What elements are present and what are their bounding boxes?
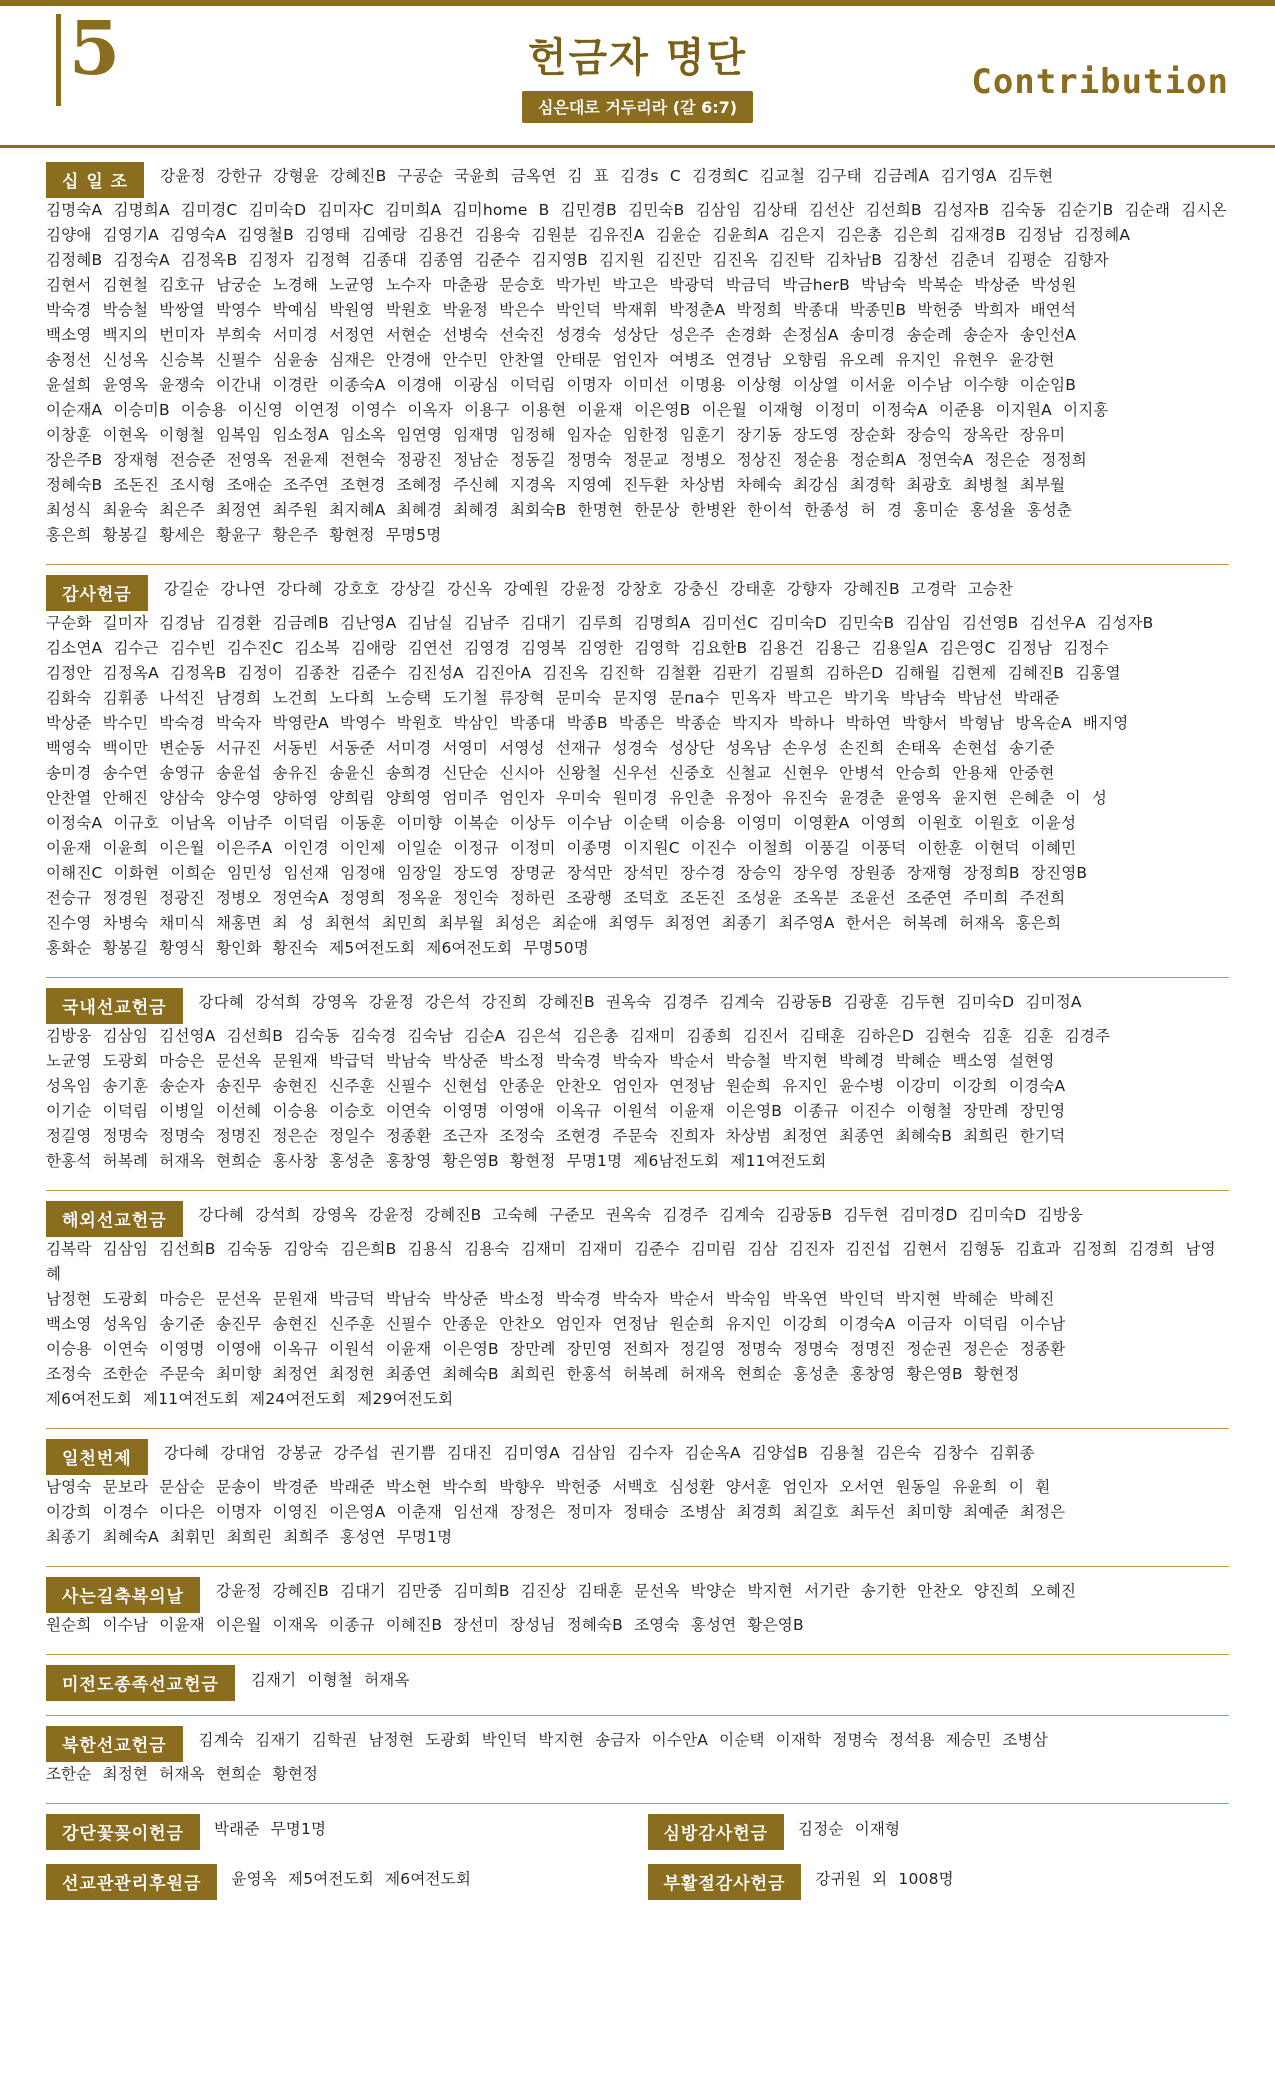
names-line: 강길순 강나연 강다혜 강호호 강상길 강신옥 강예원 강윤정 강창호 강충신 강태훈 강향자 강혜진B 고경락 고승찬 bbox=[163, 580, 1014, 598]
names-line: 박상준 박수민 박숙경 박숙자 박영란A 박영수 박원호 박삼인 박종대 박종B 박종은 박종순 박지자 박하나 박하연 박향서 박형남 방옥순A 배지영 bbox=[46, 714, 1129, 732]
names-line: 윤영옥 제5여전도회 제6여전도회 bbox=[231, 1870, 472, 1888]
names-line: 강다혜 강대엄 강봉균 강주섭 권기쁨 김대진 김미영A 김삼임 김수자 김순옥A 김양섭B 김용철 김은숙 김창수 김휘종 bbox=[163, 1444, 1035, 1462]
names-line: 김복락 김삼임 김선희B 김숙동 김앙숙 김은희B 김용식 김용숙 김재미 김재미 김준수 김미림 김삼 김진자 김진섭 김현서 김형동 김효과 김정희 김경희 남영혜 bbox=[46, 1240, 1216, 1283]
names-line: 이창훈 이현옥 이형철 임복임 임소정A 임소옥 임연영 임재명 임정해 임자순 임한정 임훈기 장기동 장도영 장순화 장승익 장옥란 장유미 bbox=[46, 426, 1066, 444]
names-line: 송미경 송수연 송영규 송윤섭 송유진 송윤신 송희경 신단순 신시아 신왕철 신우선 신중호 신철교 신현우 안병석 안승희 안용채 안중현 bbox=[46, 764, 1055, 782]
names-line: 홍은희 황봉길 황세은 황윤구 황은주 황현정 무명5명 bbox=[46, 526, 442, 544]
section-unreached-mission bbox=[46, 1665, 1229, 1701]
names-line: 이승용 이연숙 이영명 이영애 이옥규 이원석 이윤재 이은영B 장만례 장민영 전희자 정길영 정명숙 정명숙 정명진 정순권 정은순 정종환 bbox=[46, 1340, 1066, 1358]
names-line: 윤설희 윤영옥 윤쟁숙 이간내 이경란 이종숙A 이경애 이광심 이덕림 이명자 이미선 이명용 이상형 이상열 이서윤 이수남 이수향 이순임B bbox=[46, 376, 1077, 394]
divider bbox=[46, 564, 1229, 565]
names-line: 이윤재 이윤희 이은월 이은주A 이인경 이인제 이일순 이정규 이정미 이종명 이지원C 이진수 이철희 이풍길 이풍덕 이한훈 이현덕 이혜민 bbox=[46, 839, 1077, 857]
names-line: 한홍석 허복례 허재옥 현희순 홍사창 홍성춘 홍창영 황은영B 황현정 무명1명 제6남전도회 제11여전도회 bbox=[46, 1152, 827, 1170]
names-line: 노균영 도광회 마승은 문선옥 문원재 박급덕 박남숙 박상준 박소정 박숙경 박숙자 박순서 박승철 박지현 박혜경 박혜순 백소영 설현영 bbox=[46, 1052, 1055, 1070]
section-heading-mission-office-support: 선교관관리후원금 bbox=[46, 1864, 217, 1900]
section-mission-office-support bbox=[46, 1864, 628, 1900]
names-line: 김현서 김현철 김호규 남궁순 노경해 노균영 노수자 마춘광 문승호 박가빈 박고은 박광덕 박금덕 박금herB 박남숙 박복순 박상준 박성원 bbox=[46, 276, 1077, 294]
names-line: 남정현 도광회 마승은 문선옥 문원재 박금덕 박남숙 박상준 박소정 박숙경 박숙자 박순서 박숙임 박옥연 박인덕 박지현 박혜순 박혜진 bbox=[46, 1290, 1055, 1308]
names-line: 조한순 최정현 허재옥 현희순 황현정 bbox=[46, 1765, 319, 1783]
content-area bbox=[0, 148, 1275, 1954]
divider bbox=[46, 1428, 1229, 1429]
names-line: 최종기 최혜숙A 최휘민 최희린 최희주 홍성연 무명1명 bbox=[46, 1528, 453, 1546]
section-heading-tithe: 십 일 조 bbox=[46, 162, 144, 198]
divider bbox=[46, 1566, 1229, 1567]
names-line: 이강희 이경수 이다은 이명자 이영진 이은영A 이춘재 임선재 장정은 정미자 정태승 조병삼 최경희 최길호 최두선 최미향 최예준 최정은 bbox=[46, 1503, 1066, 1521]
section-heading-pulpit-flower: 강단꽃꽂이헌금 bbox=[46, 1814, 200, 1850]
section-thousand-firstline bbox=[46, 1439, 1229, 1475]
names-line: 송정선 신성옥 신승복 신필수 심윤송 심재은 안경애 안수민 안찬열 안태문 엄인자 여병조 연경남 오향림 유오례 유지인 유현우 윤강현 bbox=[46, 351, 1055, 369]
names-line: 강윤정 강한규 강형윤 강혜진B 구공순 국윤희 금옥연 김 표 김경s C 김경희C 김교철 김구태 김금례A 김기영A 김두현 bbox=[160, 167, 1054, 185]
section-visitation-thanks bbox=[648, 1814, 1230, 1850]
section-domestic-mission bbox=[46, 988, 1229, 1174]
section-north-korea-mission bbox=[46, 1726, 1229, 1787]
names-line: 박래준 무명1명 bbox=[213, 1820, 327, 1838]
names-line: 이순재A 이승미B 이승용 이신영 이연정 이영수 이옥자 이용구 이용현 이윤재 이은영B 이은월 이재형 이정미 이정숙A 이준용 이지원A 이지홍 bbox=[46, 401, 1109, 419]
names-line: 김소연A 김수근 김수빈 김수진C 김소복 김애랑 김연선 김영경 김영복 김영한 김영학 김요한B 김용건 김용근 김용일A 김은영C 김정남 김정수 bbox=[46, 639, 1109, 657]
dual-row-office-easter bbox=[46, 1864, 1229, 1900]
names-line: 김정혜B 김정숙A 김정옥B 김정자 김정혁 김종대 김종염 김준수 김지영B 김지원 김진만 김진옥 김진탁 김차남B 김창선 김춘녀 김평순 김향자 bbox=[46, 251, 1109, 269]
page-title-english: Contribution bbox=[971, 62, 1229, 102]
page-number: 5 bbox=[68, 6, 121, 92]
section-blessed-road bbox=[46, 1577, 1229, 1638]
section-heading-visitation-thanks: 심방감사헌금 bbox=[648, 1814, 785, 1850]
names-line: 백소영 성옥임 송기준 송진무 송현진 신주훈 신필수 안종운 안찬오 엄인자 연정남 원순희 유지인 이강희 이경숙A 이금자 이덕림 이수남 bbox=[46, 1315, 1066, 1333]
section-pulpit-flower bbox=[46, 1814, 628, 1850]
names-line: 김화숙 김휘종 나석진 남경희 노건희 노다희 노승택 도기철 류장혁 문미숙 문지영 문па수 민옥자 박고은 박기욱 박남숙 박남선 박래준 bbox=[46, 689, 1060, 707]
names-line: 정혜숙B 조돈진 조시형 조애순 조주연 조현경 조혜정 주신혜 지경옥 지영예 진두환 차상범 차혜숙 최강심 최경학 최광호 최병철 최부월 bbox=[46, 476, 1066, 494]
divider bbox=[46, 1803, 1229, 1804]
names-line: 강귀원 외 1008명 bbox=[815, 1870, 954, 1888]
section-heading-blessed-road: 사는길축복의날 bbox=[46, 1577, 200, 1613]
names-line: 이해진C 이화현 이희순 임민성 임선재 임정애 임장일 장도영 장명균 장석만 장석민 장수경 장승익 장우영 장원종 장재형 장정희B 장진영B bbox=[46, 864, 1088, 882]
names-line: 장은주B 장재형 전승준 전영옥 전윤제 전현숙 정광진 정남순 정동길 정명숙 정문교 정병오 정상진 정순용 정순희A 정연숙A 정은순 정정희 bbox=[46, 451, 1087, 469]
names-line: 제6여전도회 제11여전도회 제24여전도회 제29여전도회 bbox=[46, 1390, 454, 1408]
section-heading-thanks: 감사헌금 bbox=[46, 575, 148, 611]
section-heading-thousand-times: 일천번제 bbox=[46, 1439, 148, 1475]
section-heading-easter-thanks: 부활절감사헌금 bbox=[648, 1864, 802, 1900]
section-thanks-firstline bbox=[46, 575, 1229, 611]
names-line: 조정숙 조한순 주문숙 최미향 최정연 최정현 최종연 최혜숙B 최희린 한홍석 허복례 허재옥 현희순 홍성춘 홍창영 황은영B 황현정 bbox=[46, 1365, 1020, 1383]
names-line: 김계숙 김재기 김학권 남정현 도광회 박인덕 박지현 송금자 이수안A 이순택 이재학 정명숙 정석용 제승민 조병삼 bbox=[198, 1731, 1048, 1749]
page-header bbox=[0, 0, 1275, 148]
section-overseas-mission bbox=[46, 1201, 1229, 1412]
page-title: 헌금자 명단 bbox=[527, 35, 748, 81]
names-line: 최성식 최윤숙 최은주 최정연 최주원 최지혜A 최혜경 최혜경 최회숙B 한명현 한문상 한병완 한이석 한종성 허 경 홍미순 홍성율 홍성춘 bbox=[46, 501, 1073, 519]
divider bbox=[46, 1190, 1229, 1191]
section-overseas-firstline bbox=[46, 1201, 1229, 1237]
section-heading-domestic-mission: 국내선교헌금 bbox=[46, 988, 183, 1024]
names-line: 김재기 이형철 허재옥 bbox=[250, 1671, 410, 1689]
page-subtitle: 심은대로 거두리라 (갈 6:7) bbox=[522, 91, 753, 123]
names-line: 강다혜 강석희 강영옥 강윤정 강은석 강진희 강혜진B 권옥숙 김경주 김계숙 김광동B 김광훈 김두현 김미숙D 김미정A bbox=[198, 993, 1082, 1011]
divider bbox=[46, 977, 1229, 978]
dual-row-flower-visitation bbox=[46, 1814, 1229, 1850]
header-top-rule bbox=[0, 0, 1275, 6]
names-line: 김명숙A 김명희A 김미경C 김미숙D 김미자C 김미희A 김미home B 김민경B 김민숙B 김삼임 김상태 김선산 김선희B 김성자B 김숙동 김순기B 김순래 김시온 bbox=[46, 201, 1227, 219]
section-thousand-times bbox=[46, 1439, 1229, 1550]
section-thanks bbox=[46, 575, 1229, 961]
names-line: 안찬열 안해진 양삼숙 양수영 양하영 양희림 양희영 엄미주 엄인자 우미숙 원미경 유인춘 유정아 유진숙 윤경춘 윤영옥 윤지현 은혜춘 이 성 bbox=[46, 789, 1108, 807]
names-line: 김정안 김정옥A 김정옥B 김정이 김종찬 김준수 김진성A 김진아A 김진옥 김진학 김철환 김판기 김필희 김하은D 김해월 김현제 김혜진B 김홍열 bbox=[46, 664, 1121, 682]
section-tithe-firstline bbox=[46, 162, 1229, 198]
section-blessed-firstline bbox=[46, 1577, 1229, 1613]
names-line: 홍화순 황봉길 황영식 황인화 황진숙 제5여전도회 제6여전도회 무명50명 bbox=[46, 939, 589, 957]
section-tithe bbox=[46, 162, 1229, 548]
names-line: 강윤정 강혜진B 김대기 김만중 김미희B 김진상 김태훈 문선옥 박양순 박지현 서기란 송기한 안찬오 양진희 오혜진 bbox=[215, 1582, 1077, 1600]
section-heading-overseas-mission: 해외선교헌금 bbox=[46, 1201, 183, 1237]
names-line: 강다혜 강석희 강영옥 강윤정 강혜진B 고숙혜 구준모 권옥숙 김경주 김계숙 김광동B 김두현 김미경D 김미숙D 김방웅 bbox=[198, 1206, 1084, 1224]
names-line: 이기순 이덕림 이병일 이선혜 이승용 이승호 이연숙 이영명 이영애 이옥규 이원석 이윤재 이은영B 이종규 이진수 이형철 장만례 장민영 bbox=[46, 1102, 1066, 1120]
names-line: 남영숙 문보라 문삼순 문송이 박경준 박래준 박소현 박수희 박향우 박헌중 서백호 심성환 양서훈 엄인자 오서연 원동일 유윤희 이 훤 bbox=[46, 1478, 1051, 1496]
names-line: 진수영 차병숙 채미식 채홍면 최 성 최현석 최민희 최부월 최성은 최순애 최영두 최정연 최종기 최주영A 한서은 허복례 허재옥 홍은희 bbox=[46, 914, 1062, 932]
names-line: 김정순 이재형 bbox=[798, 1820, 901, 1838]
section-domestic-firstline bbox=[46, 988, 1229, 1024]
names-line: 정길영 정명숙 정명숙 정명진 정은순 정일수 정종환 조근자 조정숙 조현경 주문숙 진희자 차상범 최정연 최종연 최혜숙B 최희린 한기덕 bbox=[46, 1127, 1066, 1145]
section-heading-north-korea-mission: 북한선교헌금 bbox=[46, 1726, 183, 1762]
names-line: 원순희 이수남 이윤재 이은월 이재옥 이종규 이혜진B 장선미 장성님 정혜숙B 조영숙 홍성연 황은영B bbox=[46, 1616, 804, 1634]
names-line: 백소영 백지의 번미자 부희숙 서미경 서정연 서현순 선병숙 선숙진 성경숙 성상단 성은주 손경화 손정심A 송미경 송순례 송순자 송인선A bbox=[46, 326, 1077, 344]
names-line: 성옥임 송기훈 송순자 송진무 송현진 신주훈 신필수 신현섭 안종운 안찬오 엄인자 연정남 원순희 유지인 윤수병 이강미 이강희 이경숙A bbox=[46, 1077, 1066, 1095]
names-line: 박숙경 박승철 박쌍열 박영수 박예심 박원영 박원호 박윤정 박은수 박인덕 박재휘 박정춘A 박정희 박종대 박종민B 박헌중 박희자 배연석 bbox=[46, 301, 1077, 319]
names-line: 김양애 김영기A 김영숙A 김영철B 김영태 김예랑 김용건 김용숙 김원분 김유진A 김윤순 김윤희A 김은지 김은총 김은희 김재경B 김정남 김정혜A bbox=[46, 226, 1131, 244]
names-line: 구순화 길미자 김경남 김경환 김금례B 김난영A 김남실 김남주 김대기 김루희 김명희A 김미선C 김미숙D 김민숙B 김삼임 김선영B 김선우A 김성자B bbox=[46, 614, 1154, 632]
divider bbox=[46, 1715, 1229, 1716]
names-line: 백영숙 백이만 변순동 서규진 서동빈 서동준 서미경 서영미 서영성 선재규 성경숙 성상단 성옥남 손우성 손진희 손태옥 손현섭 송기준 bbox=[46, 739, 1055, 757]
divider bbox=[46, 1654, 1229, 1655]
names-line: 전승규 정경원 정광진 정병오 정연숙A 정영희 정옥윤 정인숙 정하린 조광행 조덕호 조돈진 조성윤 조옥분 조윤선 조준연 주미희 주전희 bbox=[46, 889, 1066, 907]
section-heading-unreached-mission: 미전도종족선교헌금 bbox=[46, 1665, 235, 1701]
section-northkorea-firstline bbox=[46, 1726, 1229, 1762]
section-easter-thanks bbox=[648, 1864, 1230, 1900]
names-line: 이정숙A 이규호 이남옥 이남주 이덕림 이동훈 이미향 이복순 이상두 이수남 이순택 이승용 이영미 이영환A 이영희 이원호 이원호 이윤성 bbox=[46, 814, 1077, 832]
names-line: 김방웅 김삼임 김선영A 김선희B 김숙동 김숙경 김숙남 김순A 김은석 김은총 김재미 김종희 김진서 김태훈 김하은D 김현숙 김훈 김훈 김경주 bbox=[46, 1027, 1111, 1045]
